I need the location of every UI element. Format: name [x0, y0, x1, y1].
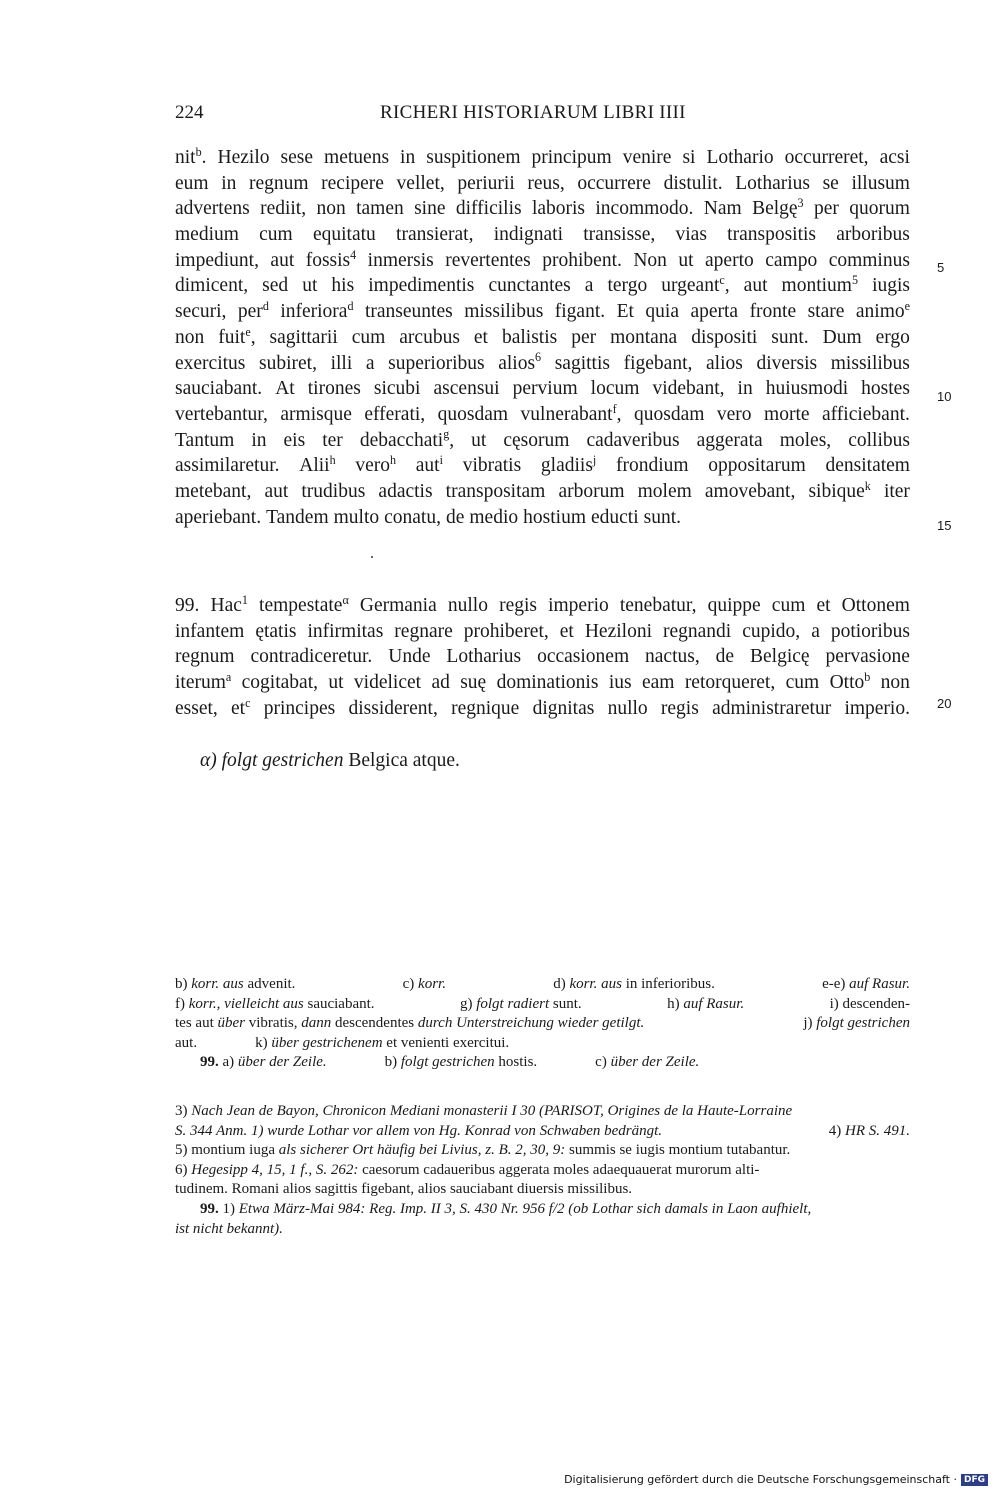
text-line: 99. Hac$^1$ tempestate$^\alpha$ Germania nullo regis imperio tenebatur, quippe cum et Ottonem: [175, 592, 910, 616]
footnote-line: 99. a) über der Zeile. b) folgt gestrichen hostis. c) über der Zeile.: [200, 1054, 700, 1071]
text-line: exercitus subiret, illi a superioribus alios$^6$ sagittis figebant, alios diversis missilibus: [175, 350, 910, 374]
footnote-line: aut. k) über gestrichenem et venienti exercitui.: [175, 1034, 510, 1051]
text-line: medium cum equitatu transierat, indignati transisse, vias transpositis arboribus: [175, 224, 910, 246]
page-number: 224: [175, 102, 204, 123]
text-line: aperiebant. Tandem multo conatu, de medio hostium educti sunt.: [175, 506, 682, 528]
text-line: advertens rediit, non tamen sine difficilis laboris incommodo. Nam Belgę$^3$ per quorum: [175, 196, 910, 220]
main-text-block-1: [175, 145, 910, 530]
dfg-logo-icon: DFG: [961, 1474, 988, 1486]
text-line: assimilaretur. Alii$^h$ vero$^h$ aut$^i$ vibratis gladiis$^j$ frondium oppositarum densitatem: [175, 453, 910, 477]
text-line: impediunt, aut fossis$^4$ inmersis revertentes prohibent. Non ut aperto campo comminus: [175, 247, 910, 271]
text-line: eum in regnum recipere vellet, periurii reus, occurrere distulit. Lotharius se illusum: [175, 172, 910, 194]
text-line: non fuit$^e$, sagittarii cum arcubus et balistis per montana dispositi sunt. Dum ergo: [175, 324, 910, 348]
alpha-apparatus-note: α) folgt gestrichen Belgica atque.: [200, 750, 460, 771]
text-line: nit$^b$. Hezilo sese metuens in suspitionem principum venire si Lothario occurreret, acsi: [175, 144, 910, 168]
footnote-line: tudinem. Romani alios sagittis figebant, alios sauciabant diuersis missilibus.: [175, 1181, 633, 1198]
text-line: regnum contradiceretur. Unde Lotharius occasionem nactus, de Belgicę pervasione: [175, 646, 910, 668]
footnote-line: 99. 1) Etwa März-Mai 984: Reg. Imp. II 3, S. 430 Nr. 956 f/2 (ob Lothar sich damals in Laon aufhielt,: [200, 1200, 812, 1217]
text-line: Tantum in eis ter debacchati$^g$, ut cęsorum cadaveribus aggerata moles, collibus: [175, 427, 910, 451]
line-number: 20: [937, 696, 952, 711]
line-number: 5: [937, 260, 945, 275]
footnote-line: tes aut über vibratis, dann descendentes durch Unterstreichung wieder getilgt. j) folgt gestrichen: [175, 1015, 910, 1032]
text-line: iterum$^a$ cogitabat, ut videlicet ad suę dominationis ius eam retorqueret, cum Otto$^b$ non: [175, 669, 910, 694]
footnote-line: 5) montium iuga als sicherer Ort häufig bei Livius, z. B. 2, 30, 9: summis se iugis montium tutabantur.: [175, 1142, 791, 1159]
text-line: metebant, aut trudibus adactis transpositam arborum molem amovebant, sibique$^k$ iter: [175, 478, 910, 502]
ink-speck: [371, 556, 373, 558]
running-head: RICHERI HISTORIARUM LIBRI IIII: [380, 102, 686, 123]
line-number: 10: [937, 389, 952, 404]
text-line: securi, per$^d$ inferiora$^d$ transeuntes missilibus figant. Et quia aperta fronte stare animo$^e$: [175, 298, 910, 323]
source-footnotes: [175, 1102, 910, 1239]
text-line: dimicent, sed ut his impedimentis cunctantes a tergo urgeant$^c$, aut montium$^5$ iugis: [175, 273, 910, 297]
critical-apparatus: [175, 975, 910, 1073]
footnote-line: ist nicht bekannt).: [175, 1220, 283, 1237]
footnote-line: 3) Nach Jean de Bayon, Chronicon Mediani monasterii I 30 (PARISOT, Origines de la Haute-Lorraine: [175, 1103, 793, 1119]
footnote-line: b) korr. aus advenit. c) korr. d) korr. aus in inferioribus. e-e) auf Rasur.: [175, 976, 910, 992]
text-line: vertebantur, armisque efferati, quosdam vulnerabant$^f$, quosdam vero morte afficiebant.: [175, 401, 910, 425]
credit-text: Digitalisierung gefördert durch die Deutsche Forschungsgemeinschaft ·: [564, 1473, 957, 1486]
text-line: sauciabant. At tirones sicubi ascensui pervium locum videbant, in huiusmodi hostes: [175, 378, 910, 400]
text-line: infantem ętatis infirmitas regnare prohiberet, et Heziloni regnandi cupido, a potioribus: [175, 620, 910, 642]
text-line: esset, $et^c$ principes dissiderent, regnique dignitas nullo regis administraretur imperio.: [175, 695, 910, 719]
footnote-line: 6) Hegesipp 4, 15, 1 f., S. 262: caesorum cadaueribus aggerata moles adaequauerat murorum alti-: [175, 1161, 760, 1178]
main-text-block-2: [175, 593, 910, 721]
footnote-line: f) korr., vielleicht aus sauciabant. g) folgt radiert sunt. h) auf Rasur. i) descenden-: [175, 995, 910, 1012]
footnote-line: S. 344 Anm. 1) wurde Lothar vor allem von Hg. Konrad von Schwaben bedrängt. 4) HR S. 491.: [175, 1122, 910, 1139]
line-number: 15: [937, 518, 952, 533]
digitization-credit: [564, 1473, 988, 1486]
